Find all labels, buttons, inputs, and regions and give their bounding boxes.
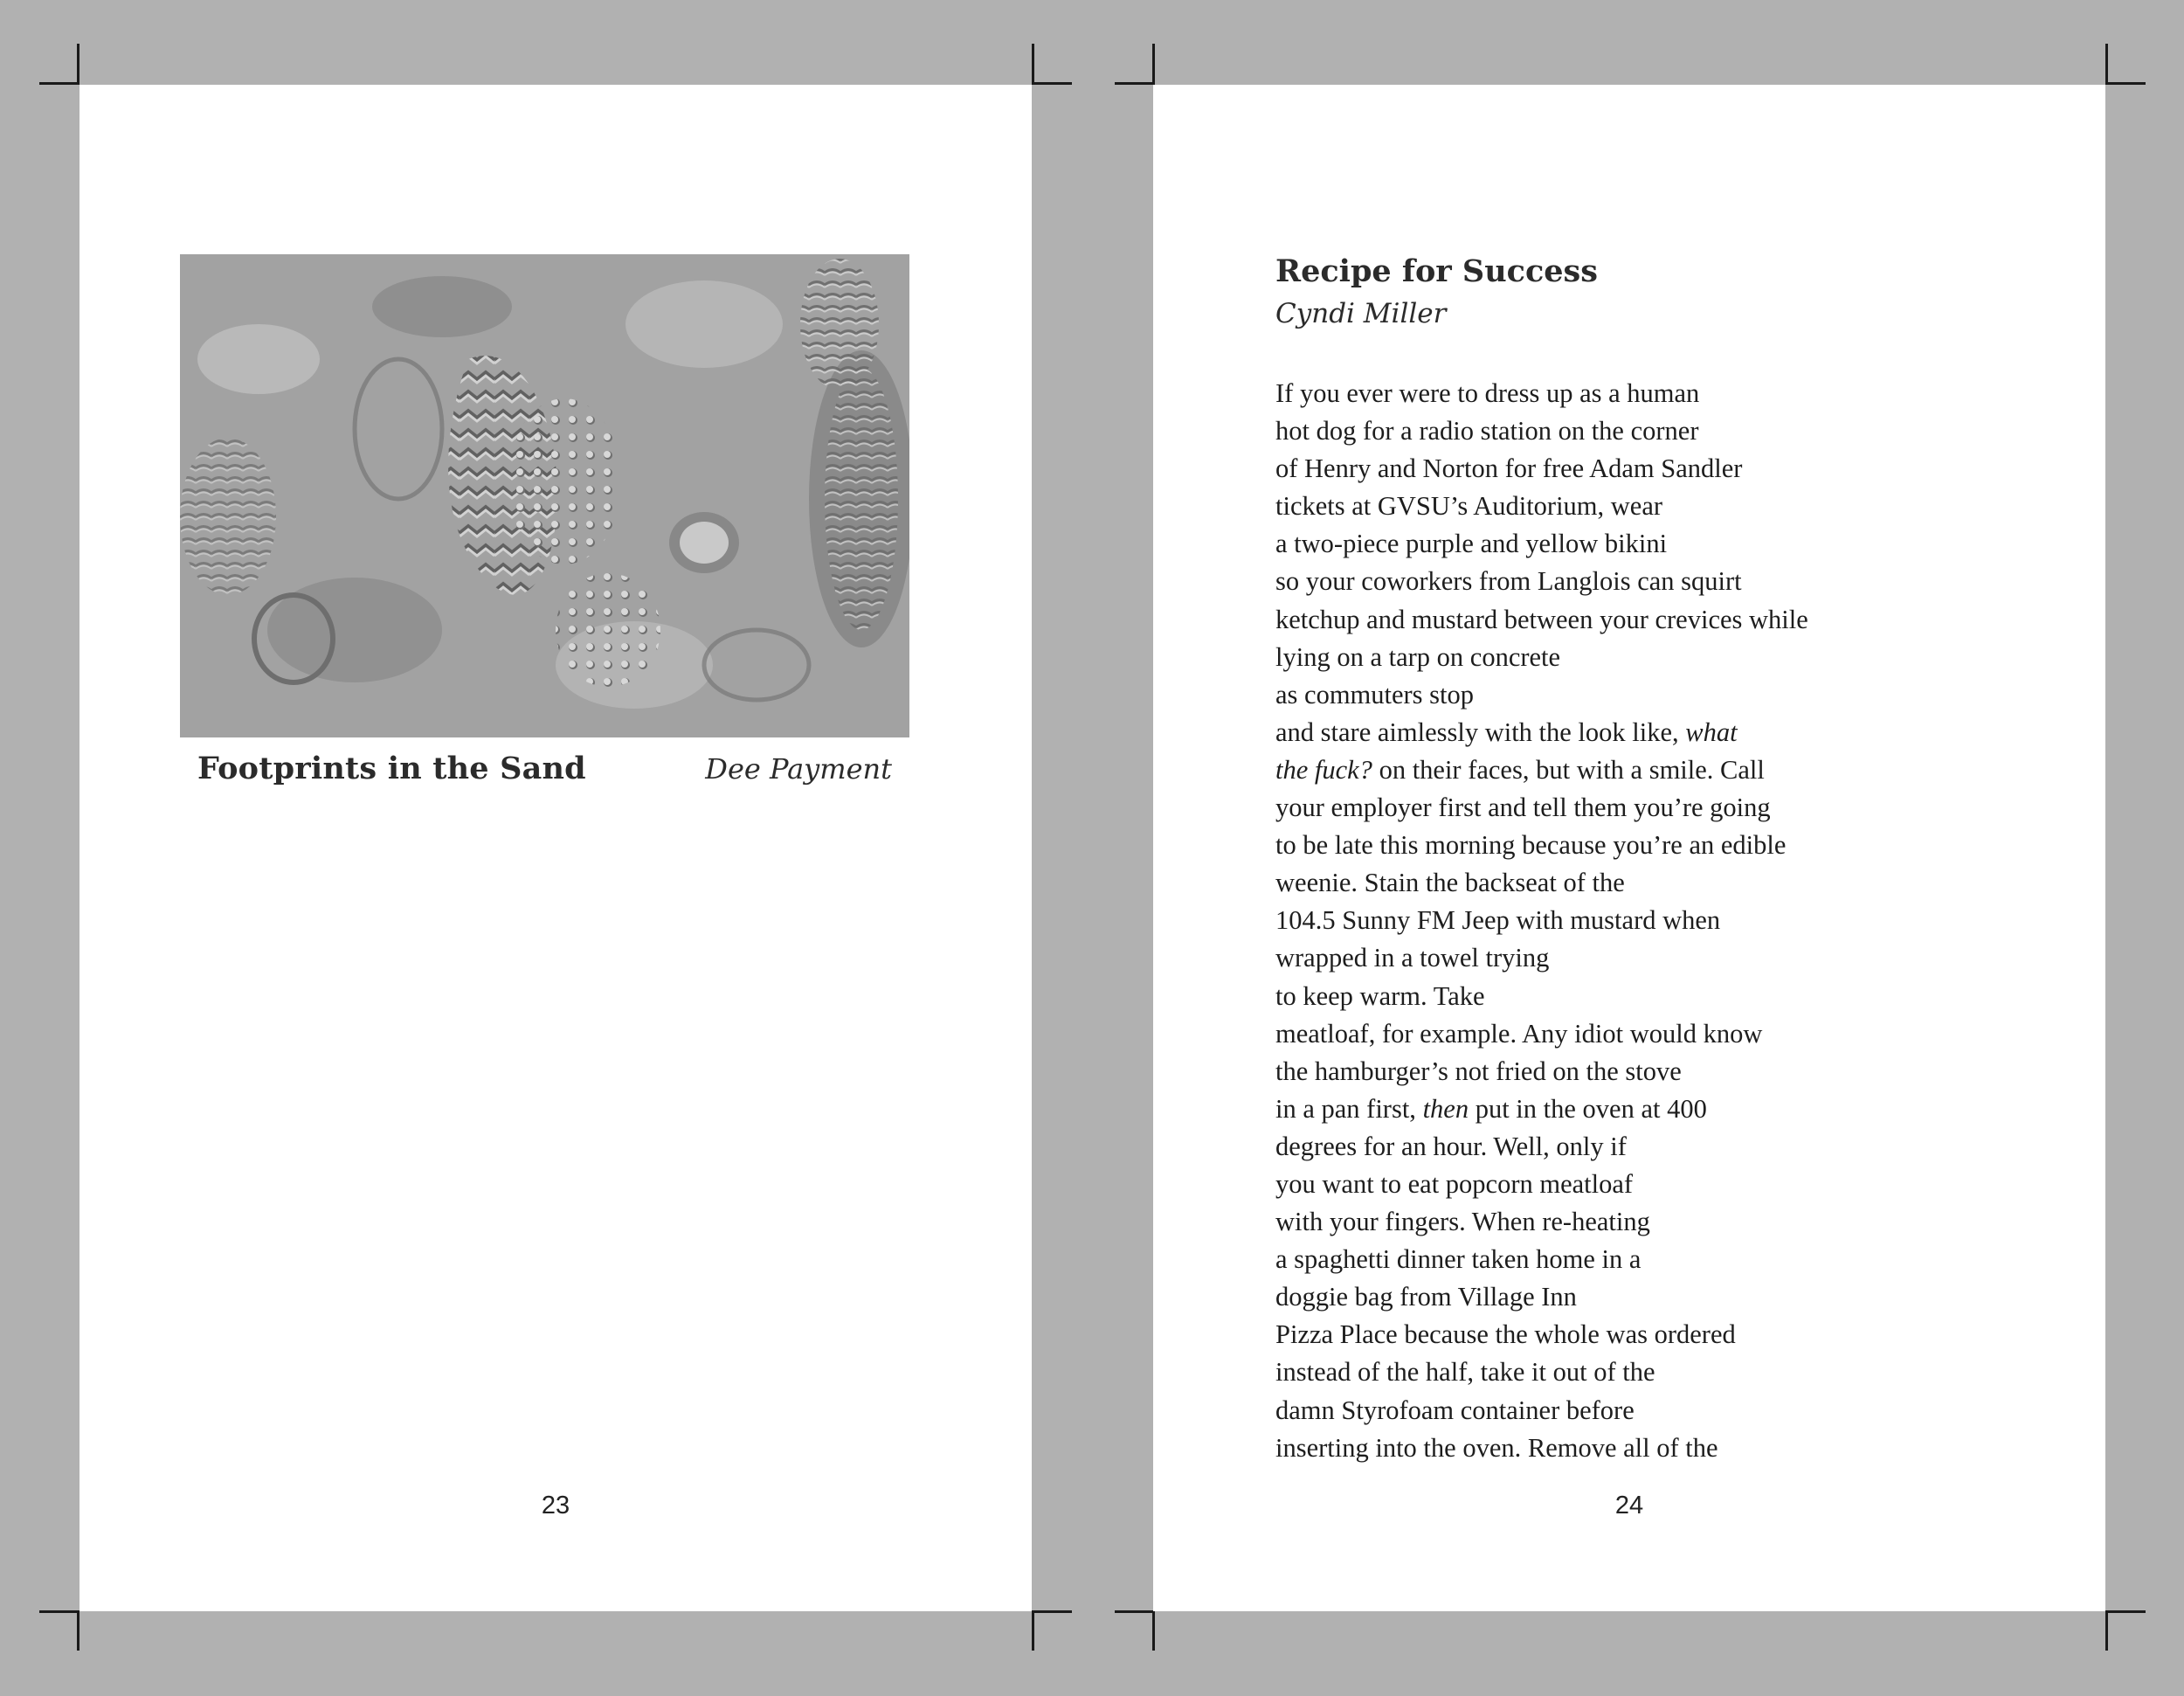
poem-line <box>1275 1392 1808 1429</box>
crop-mark <box>1115 1610 1155 1613</box>
poem-italic: what <box>1685 716 1738 747</box>
page-number: 24 <box>1614 1492 1644 1519</box>
poem-line <box>1275 1316 1808 1353</box>
poem-italic: then <box>1422 1093 1469 1124</box>
poem-text: lying on a tarp on concrete <box>1275 641 1561 672</box>
poem-line <box>1275 1278 1808 1316</box>
poem-text: wrapped in a towel trying <box>1275 943 1550 973</box>
poem-text: If you ever were to dress up as a human <box>1275 378 1700 408</box>
poem-line <box>1275 563 1808 600</box>
left-page <box>79 85 1032 1611</box>
poem-line <box>1275 1203 1808 1241</box>
poem-text: as commuters stop <box>1275 679 1475 710</box>
poem-text: so your coworkers from Langlois can squirt <box>1275 566 1742 597</box>
poem-text: on their faces, but with a smile. Call <box>1372 754 1765 785</box>
artwork-title: Footprints in the Sand <box>197 751 586 786</box>
crop-mark <box>77 44 79 84</box>
crop-mark <box>2105 82 2146 85</box>
poem-line <box>1275 639 1808 676</box>
crop-mark <box>1032 44 1034 84</box>
crop-mark <box>1032 82 1072 85</box>
poem-title: Recipe for Success <box>1275 253 1598 289</box>
poem-text: your employer first and tell them you’re going <box>1275 793 1771 823</box>
poem-line <box>1275 1015 1808 1053</box>
poem-line <box>1275 789 1808 827</box>
poem-line <box>1275 1166 1808 1203</box>
crop-mark <box>77 1610 79 1651</box>
poem-line <box>1275 1128 1808 1166</box>
crop-mark <box>2105 1610 2146 1613</box>
right-page <box>1153 85 2105 1611</box>
poem-line <box>1275 827 1808 864</box>
poem-text: with your fingers. When re-heating <box>1275 1207 1650 1237</box>
poem-text: ketchup and mustard between your crevices while <box>1275 604 1808 634</box>
poem-line <box>1275 939 1808 977</box>
poem-line <box>1275 525 1808 563</box>
page-number: 23 <box>541 1492 570 1519</box>
poem-text: 104.5 Sunny FM Jeep with mustard when <box>1275 905 1721 936</box>
poem-text: a two-piece purple and yellow bikini <box>1275 529 1668 559</box>
poem-line <box>1275 601 1808 639</box>
poem-line <box>1275 1429 1808 1467</box>
poem-line <box>1275 1353 1808 1391</box>
crop-mark <box>2105 1610 2108 1651</box>
poem-text: the hamburger’s not fried on the stove <box>1275 1056 1682 1086</box>
poem-text: weenie. Stain the backseat of the <box>1275 868 1625 898</box>
poem-body <box>1275 375 1808 1467</box>
crop-mark <box>39 1610 79 1613</box>
poem-text: inserting into the oven. Remove all of the <box>1275 1432 1718 1463</box>
poem-text: in a pan first, <box>1275 1093 1423 1124</box>
poem-line <box>1275 714 1808 751</box>
poem-text: meatloaf, for example. Any idiot would know <box>1275 1018 1763 1049</box>
poem-line <box>1275 676 1808 714</box>
poem-text: doggie bag from Village Inn <box>1275 1282 1577 1312</box>
crop-mark <box>1152 1610 1155 1651</box>
crop-mark <box>2105 44 2108 84</box>
crop-mark <box>39 82 79 85</box>
artist-name: Dee Payment <box>705 752 892 786</box>
poem-italic: the fuck? <box>1275 754 1372 785</box>
poem-line <box>1275 902 1808 939</box>
crop-mark <box>1032 1610 1034 1651</box>
poem-line <box>1275 375 1808 412</box>
footprints-photo <box>180 254 909 737</box>
crop-mark <box>1115 82 1155 85</box>
poem-line <box>1275 1090 1808 1128</box>
poem-line <box>1275 978 1808 1015</box>
crop-mark <box>1152 44 1155 84</box>
poem-author: Cyndi Miller <box>1275 298 1447 329</box>
poem-line <box>1275 488 1808 525</box>
poem-line <box>1275 751 1808 789</box>
poem-text: a spaghetti dinner taken home in a <box>1275 1244 1641 1275</box>
crop-mark <box>1032 1610 1072 1613</box>
poem-text: damn Styrofoam container before <box>1275 1395 1635 1425</box>
poem-text: Pizza Place because the whole was ordered <box>1275 1319 1736 1350</box>
poem-text: tickets at GVSU’s Auditorium, wear <box>1275 491 1663 522</box>
poem-text: to keep warm. Take <box>1275 980 1485 1011</box>
poem-text: of Henry and Norton for free Adam Sandler <box>1275 453 1743 484</box>
poem-line <box>1275 412 1808 450</box>
poem-text: instead of the half, take it out of the <box>1275 1357 1655 1388</box>
poem-text: to be late this morning because you’re an edible <box>1275 830 1787 861</box>
poem-text: degrees for an hour. Well, only if <box>1275 1131 1627 1161</box>
poem-text: hot dog for a radio station on the corner <box>1275 416 1699 446</box>
poem-line <box>1275 1241 1808 1278</box>
poem-line <box>1275 450 1808 488</box>
poem-text: you want to eat popcorn meatloaf <box>1275 1168 1634 1199</box>
poem-line <box>1275 864 1808 902</box>
poem-line <box>1275 1053 1808 1090</box>
poem-text: and stare aimlessly with the look like, <box>1275 716 1686 747</box>
poem-text: put in the oven at 400 <box>1469 1093 1707 1124</box>
